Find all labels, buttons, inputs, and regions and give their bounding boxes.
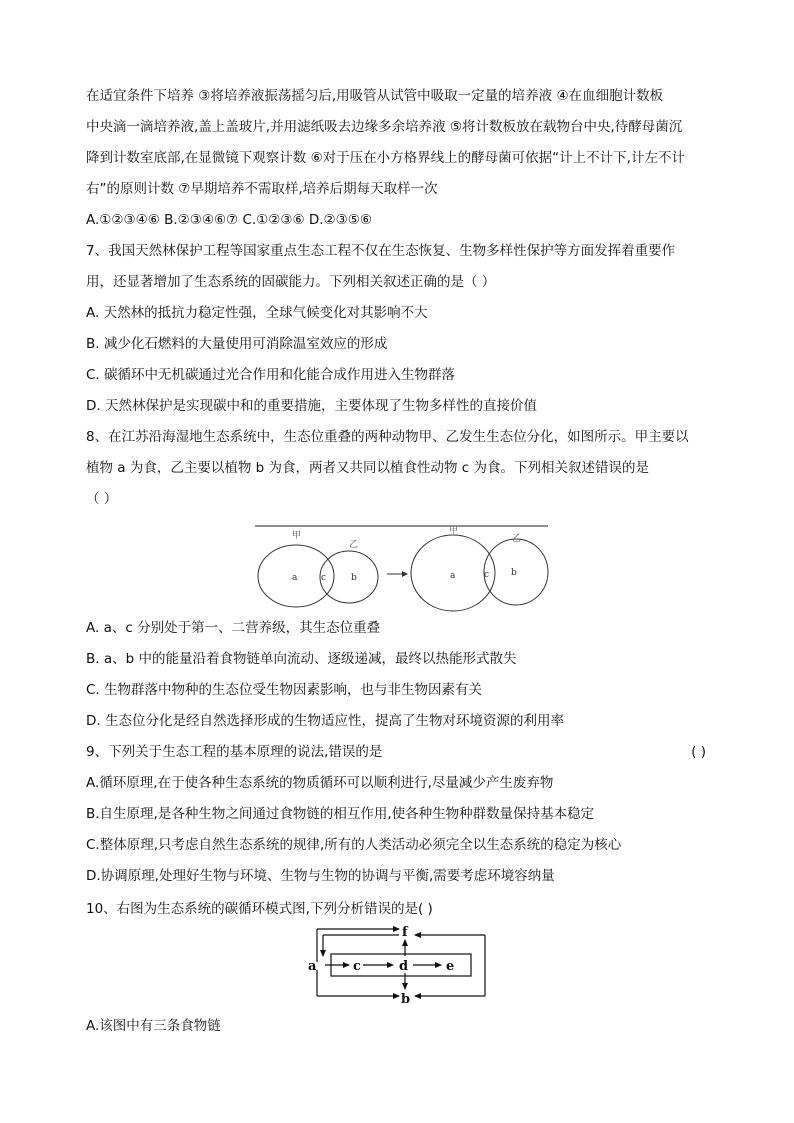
q6-line-2: 中央滴一滴培养液,盖上盖玻片,并用滤纸吸去边缘多余培养液 ⑤将计数板放在载物台中央,待酵母菌沉 [86, 119, 683, 135]
q9-option-b: B.自生原理,是各种生物之间通过食物链的相互作用,使各种生物种群数量保持基本稳定 [86, 806, 595, 822]
q7-stem-2: 用，还显著增加了生态系统的固碳能力。下列相关叙述正确的是（ ） [86, 274, 496, 290]
left-c-label: c [321, 573, 327, 583]
q8-stem-2: 植物 a 为食，乙主要以植物 b 为食，两者又共同以植食性动物 c 为食。下列相关叙述错误的是 [86, 460, 650, 476]
right-jia-label: 甲 [449, 526, 459, 536]
right-a-label: a [450, 571, 456, 581]
q9-answer-paren: ( ) [691, 744, 706, 760]
q9-option-c: C.整体原理,只考虑自然生态系统的规律,所有的人类活动必须完全以生态系统的稳定为核心 [86, 837, 622, 853]
q6-options: A.①②③④⑥ B.②③④⑥⑦ C.①②③⑥ D.②③⑤⑥ [86, 212, 372, 228]
label-e: e [446, 959, 455, 974]
q8-option-d: D. 生态位分化是经自然选择形成的生物适应性，提高了生物对环境资源的利用率 [86, 713, 564, 729]
carbon-cycle-figure [305, 926, 490, 1004]
q9-stem: 9、下列关于生态工程的基本原理的说法,错误的是 [86, 744, 383, 760]
q10-option-a: A.该图中有三条食物链 [86, 1018, 221, 1034]
right-c-label: c [484, 570, 490, 580]
right-yi-label: 乙 [512, 534, 522, 544]
q8-stem-3: （ ） [86, 491, 118, 507]
q6-line-4: 右”的原则计数 ⑦早期培养不需取样,培养后期每天取样一次 [86, 181, 438, 197]
left-yi-circle [320, 551, 378, 603]
left-jia-label: 甲 [292, 531, 302, 541]
left-b-label: b [351, 573, 357, 583]
q8-option-a: A. a、c 分别处于第一、二营养级，其生态位重叠 [86, 620, 381, 636]
label-d: d [399, 959, 409, 974]
q6-line-1: 在适宜条件下培养 ③将培养液振荡摇匀后,用吸管从试管中吸取一定量的培养液 ④在血细胞计数板 [86, 88, 664, 104]
q6-line-3: 降到计数室底部,在显微镜下观察计数 ⑥对于压在小方格界线上的酵母菌可依据“计上不计下,计左不计 [86, 150, 685, 166]
left-a-label: a [292, 573, 298, 583]
niche-differentiation-figure [250, 520, 555, 616]
label-f: f [402, 926, 408, 940]
transition-arrowhead [402, 571, 408, 577]
q9-option-a: A.循环原理,在于使各种生态系统的物质循环可以顺利进行,尽量减少产生废弃物 [86, 775, 554, 791]
q7-option-b: B. 减少化石燃料的大量使用可消除温室效应的形成 [86, 336, 388, 352]
q7-option-c: C. 碳循环中无机碳通过光合作用和化能合成作用进入生物群落 [86, 367, 456, 383]
label-c: c [353, 959, 361, 974]
q7-option-d: D. 天然林保护是实现碳中和的重要措施，主要体现了生物多样性的直接价值 [86, 398, 537, 414]
q7-option-a: A. 天然林的抵抗力稳定性强，全球气候变化对其影响不大 [86, 305, 428, 321]
q10-stem: 10、右图为生态系统的碳循环模式图,下列分析错误的是( ) [86, 901, 433, 917]
q8-option-b: B. a、b 中的能量沿着食物链单向流动、逐级递减，最终以热能形式散失 [86, 651, 517, 667]
q8-option-c: C. 生物群落中物种的生态位受生物因素影响，也与非生物因素有关 [86, 682, 483, 698]
q7-stem-1: 7、我国天然林保护工程等国家重点生态工程不仅在生态恢复、生物多样性保护等方面发挥着重要作 [86, 243, 676, 259]
left-yi-label: 乙 [349, 540, 359, 550]
q8-stem-1: 8、在江苏沿海湿地生态系统中，生态位重叠的两种动物甲、乙发生生态位分化，如图所示。甲主要以 [86, 429, 689, 445]
q9-option-d: D.协调原理,处理好生物与环境、生物与生物的协调与平衡,需要考虑环境容纳量 [86, 868, 555, 884]
label-b: b [401, 992, 411, 1004]
right-b-label: b [511, 568, 517, 578]
label-a: a [308, 959, 317, 974]
